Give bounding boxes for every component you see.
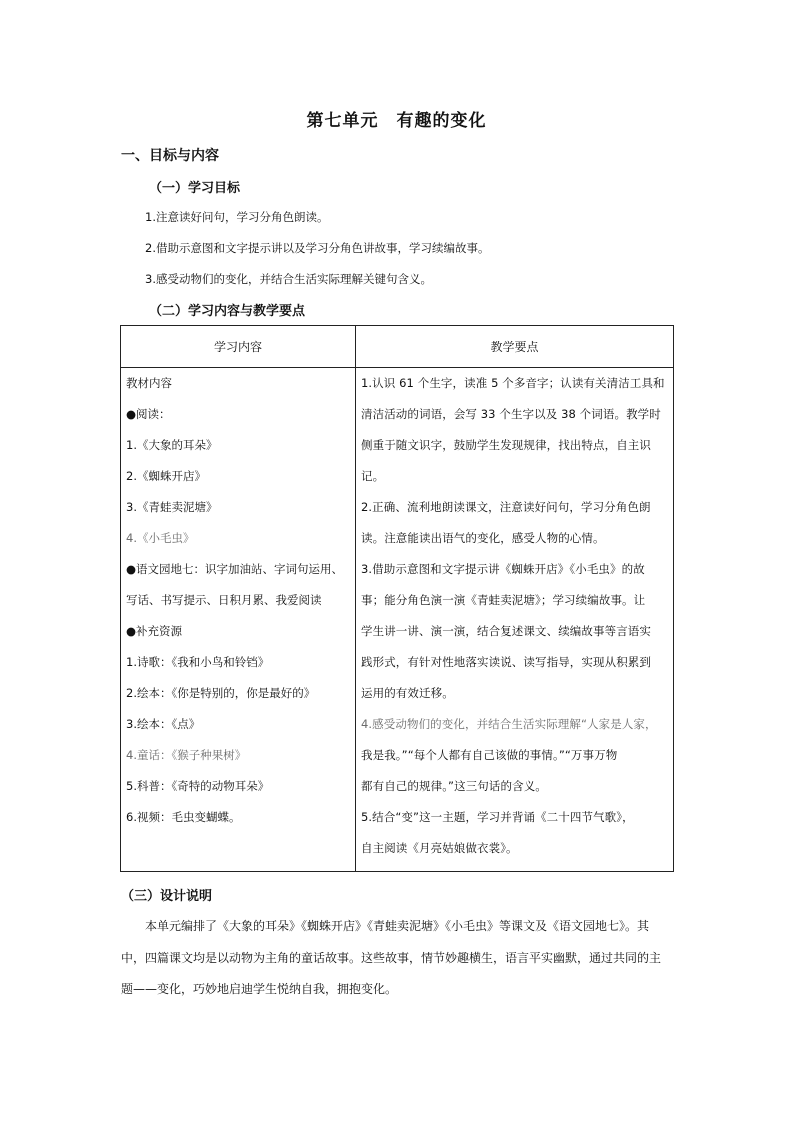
goal-item-3: 3.感受动物们的变化，并结合生活实际理解关键句含义。 xyxy=(145,272,432,286)
teaching-point-line: 自主阅读《月亮姑娘做衣裳》。 xyxy=(361,841,518,855)
learning-content-line: 教材内容 xyxy=(126,376,172,390)
learning-content-line: 2.绘本：《你是特别的，你是最好的》 xyxy=(126,686,316,700)
design-paragraph-line: 题——变化，巧妙地启迪学生悦纳自我，拥抱变化。 xyxy=(121,982,398,996)
learning-content-line: 4.童话：《猴子种果树》 xyxy=(126,748,247,762)
goal-item-1: 1.注意读好问句，学习分角色朗读。 xyxy=(145,210,329,224)
table-body-row xyxy=(121,368,674,872)
learning-content-line: 1.诗歌：《我和小鸟和铃铛》 xyxy=(126,655,270,669)
teaching-point-line: 都有自己的规律。”这三句话的含义。 xyxy=(361,779,547,793)
design-paragraph-line: 中，四篇课文均是以动物为主角的童话故事。这些故事，情节妙趣横生，语言平实幽默，通过共同的主 xyxy=(121,951,662,965)
teaching-point-line: 侧重于随文识字，鼓励学生发现规律，找出特点，自主识 xyxy=(361,438,651,452)
teaching-point-line: 2.正确、流利地朗读课文，注意读好问句，学习分角色朗 xyxy=(361,500,651,514)
teaching-point-line: 读。注意能读出语气的变化，感受人物的心情。 xyxy=(361,531,605,545)
subheading-content-and-points: （二）学习内容与教学要点 xyxy=(149,304,306,319)
learning-content-line: 5.科普：《奇特的动物耳朵》 xyxy=(126,779,270,793)
learning-content-line: ●补充资源 xyxy=(126,624,183,638)
section-heading-goals-content: 一、目标与内容 xyxy=(121,148,219,164)
teaching-point-line: 清洁活动的词语，会写 33 个生字以及 38 个词语。教学时 xyxy=(361,407,661,421)
content-table xyxy=(120,325,674,872)
learning-content-line: 2.《蜘蛛开店》 xyxy=(126,469,206,483)
subheading-learning-goals: （一）学习目标 xyxy=(149,181,241,196)
teaching-point-line: 我是我。”“每个人都有自己该做的事情。”“万事万物 xyxy=(361,748,618,762)
learning-content-cell xyxy=(121,368,356,872)
teaching-point-line: 学生讲一讲、演一演，结合复述课文、续编故事等言语实 xyxy=(361,624,651,638)
header-learning-content: 学习内容 xyxy=(121,326,356,368)
learning-content-line: ●阅读： xyxy=(126,407,171,421)
teaching-point-line: 运用的有效迁移。 xyxy=(361,686,454,700)
teaching-point-line: 记。 xyxy=(361,469,385,483)
teaching-points-cell xyxy=(356,368,674,872)
learning-content-line: 3.《青蛙卖泥塘》 xyxy=(126,500,218,514)
teaching-point-line: 3.借助示意图和文字提示讲《蜘蛛开店》《小毛虫》的故 xyxy=(361,562,645,576)
subheading-design-notes: （三）设计说明 xyxy=(121,889,213,904)
learning-content-line: 4.《小毛虫》 xyxy=(126,531,195,545)
design-paragraph-line: 本单元编排了《大象的耳朵》《蜘蛛开店》《青蛙卖泥塘》《小毛虫》等课文及《语文园地七》。其 xyxy=(145,919,650,933)
teaching-point-line: 1.认识 61 个生字，读准 5 个多音字；认读有关清洁工具和 xyxy=(361,376,665,390)
goal-item-2: 2.借助示意图和文字提示讲以及学习分角色讲故事，学习续编故事。 xyxy=(145,241,490,255)
learning-content-line: 写话、书写提示、日积月累、我爱阅读 xyxy=(126,593,322,607)
document-title: 第七单元 有趣的变化 xyxy=(306,111,487,131)
teaching-point-line: 事；能分角色演一演《青蛙卖泥塘》；学习续编故事。让 xyxy=(361,593,646,607)
learning-content-line: 1.《大象的耳朵》 xyxy=(126,438,218,452)
table-header-row xyxy=(121,326,674,368)
learning-content-line: 6.视频：毛虫变蝴蝶。 xyxy=(126,810,241,824)
teaching-point-line: 4.感受动物们的变化，并结合生活实际理解“人家是人家， xyxy=(361,717,657,731)
learning-content-line: ●语文园地七：识字加油站、字词句运用、 xyxy=(126,562,344,576)
teaching-point-line: 5.结合“变”这一主题，学习并背诵《二十四节气歌》， xyxy=(361,810,634,824)
teaching-point-line: 践形式，有针对性地落实读说、读写指导，实现从积累到 xyxy=(361,655,651,669)
header-teaching-points: 教学要点 xyxy=(356,326,674,368)
learning-content-line: 3.绘本：《点》 xyxy=(126,717,201,731)
